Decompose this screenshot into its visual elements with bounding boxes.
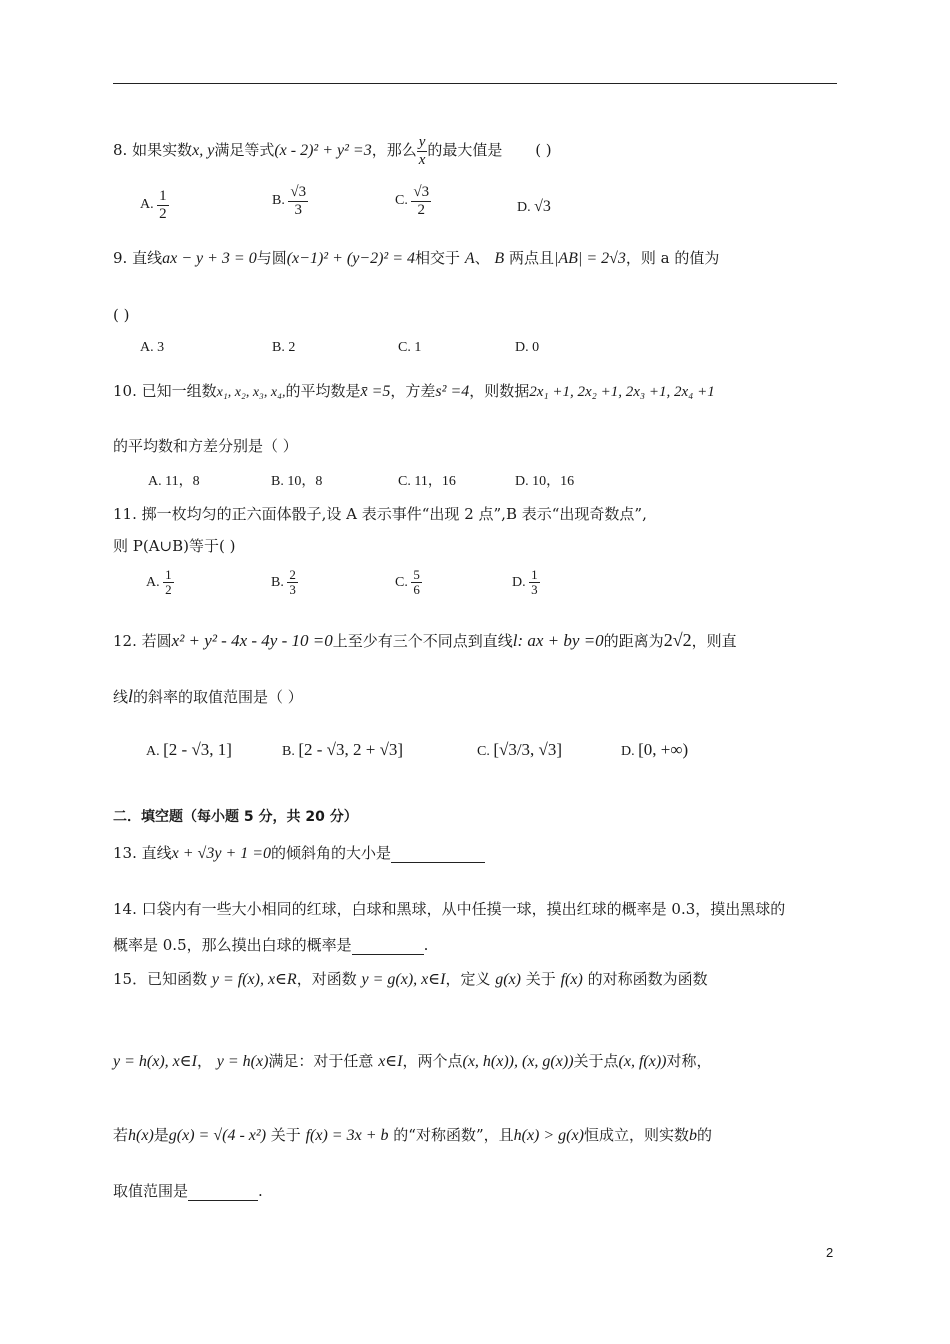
q9-line-eq: ax − y + 3 = 0	[162, 250, 257, 267]
q12-stem-d: ，则直	[691, 632, 737, 650]
q15-h-def: y = h(x), x∈I	[113, 1053, 197, 1070]
q8-option-c-fraction	[411, 184, 431, 218]
q8-equation: (x - 2)² + y² =3	[274, 142, 372, 159]
q8-option-b	[272, 184, 308, 218]
frac-num: 1	[159, 188, 167, 204]
q10-number: 10.	[113, 382, 137, 400]
q12-option-c-value: [√3/3, √3]	[493, 740, 563, 759]
q9-point-b: B	[494, 250, 505, 267]
q9-option-b: B. 2	[272, 340, 296, 355]
frac-num: 5	[413, 567, 420, 582]
q15-l3-c: 关于	[270, 1126, 301, 1144]
frac-num: 1	[531, 567, 538, 582]
q8-option-d	[517, 198, 551, 216]
frac-num: √3	[413, 184, 430, 200]
q12-circle-eq: x² + y² - 4x - 4y - 10 =0	[171, 631, 333, 650]
q15-points: (x, h(x)), (x, g(x))	[462, 1053, 574, 1070]
q10-line2: 的平均数和方差分别是（ ）	[113, 437, 298, 455]
frac-den: 2	[159, 205, 167, 222]
q9-paren: ( )	[113, 306, 130, 324]
q11-option-c	[395, 568, 422, 598]
question-9	[113, 247, 719, 268]
q15-l4-a: 取值范围是	[113, 1182, 189, 1200]
q15-l3-d: 的“对称函数”，且	[393, 1126, 514, 1144]
frac-den: 3	[531, 582, 538, 598]
q11-line1: 11. 掷一枚均匀的正六面体骰子,设 A 表示事件“出现 2 点”,B 表示“出现奇数点”,	[113, 505, 647, 523]
q11-option-c-fraction	[411, 568, 422, 598]
q8-frac-num: y	[418, 134, 426, 150]
q8-option-d-value: √3	[534, 198, 551, 215]
q14-line2	[113, 934, 428, 955]
frac-den: 3	[289, 582, 296, 598]
q9-circle-eq: (x−1)² + (y−2)² = 4	[286, 250, 416, 267]
q9-option-c: C. 1	[398, 340, 422, 355]
frac-num: 1	[165, 567, 172, 582]
q9-stem-e: ，则 a 的值为	[625, 249, 720, 267]
frac-den: 2	[417, 201, 425, 218]
q9-number: 9.	[113, 249, 128, 267]
q13-answer-blank	[391, 844, 485, 863]
q9-chord: |AB| = 2√3	[553, 250, 626, 267]
q12-line2-l: l	[128, 686, 134, 706]
q15-l4-b: .	[258, 1182, 263, 1200]
q12-option-d-label: D.	[621, 744, 635, 759]
q15-l2-a: ，	[196, 1052, 212, 1070]
question-12	[113, 630, 737, 651]
q11-option-a-fraction	[163, 568, 174, 598]
q15-l1-d: 关于	[525, 970, 556, 988]
q15-f-expr: f(x) = 3x + b	[305, 1127, 389, 1144]
q15-hx: h(x)	[128, 1127, 154, 1144]
frac-num: 2	[289, 567, 296, 582]
q10-variance: s² =4	[435, 383, 470, 400]
frac-den: 3	[294, 201, 302, 218]
q8-option-a-fraction	[157, 188, 169, 222]
q14-line2-a: 概率是 0.5，那么摸出白球的概率是	[113, 936, 352, 954]
frac-den: 6	[413, 582, 420, 598]
q12-line-eq: : ax + by =0	[517, 631, 604, 650]
q12-number: 12.	[113, 632, 137, 650]
q8-option-c-label: C.	[395, 193, 408, 209]
section-2-heading: 二．填空题（每小题 5 分，共 20 分）	[113, 809, 358, 825]
q8-stem-b: 满足等式	[214, 141, 275, 159]
q14-answer-blank	[352, 936, 424, 955]
q9-sep: 、	[474, 249, 490, 267]
question-10	[113, 380, 715, 401]
q11-option-a-label: A.	[146, 575, 160, 591]
q11-option-d	[512, 568, 540, 598]
q10-option-a: A. 11，8	[148, 474, 200, 489]
q9-stem-c: 相交于	[415, 249, 461, 267]
q15-line4	[113, 1180, 263, 1201]
q15-answer-blank	[188, 1182, 258, 1201]
q10-data-vars: x₁, x₂, x₃, x₄,	[216, 385, 286, 400]
q9-option-a: A. 3	[140, 340, 165, 355]
q12-stem-a: 若圆	[141, 632, 172, 650]
q13-stem-a: 直线	[141, 844, 172, 862]
q12-line2	[113, 686, 303, 707]
q8-option-b-label: B.	[272, 193, 285, 209]
q11-option-b	[271, 568, 298, 598]
q12-line2-a: 线	[113, 688, 129, 706]
q10-option-d: D. 10，16	[515, 474, 575, 489]
q15-l3-a: 若	[113, 1126, 129, 1144]
q8-number: 8.	[113, 141, 128, 159]
q15-line2	[113, 1050, 712, 1071]
q13-stem-b: 的倾斜角的大小是	[271, 844, 392, 862]
q10-stem-c: ，方差	[390, 382, 436, 400]
q12-option-a	[146, 740, 232, 760]
q15-l1-b: ，对函数	[296, 970, 357, 988]
q9-stem-d: 两点且	[508, 249, 554, 267]
q15-h: y = h(x)	[216, 1053, 269, 1070]
q8-option-d-label: D.	[517, 200, 531, 215]
q11-option-a	[146, 568, 174, 598]
q12-option-c	[477, 740, 562, 760]
q9-option-d: D. 0	[515, 340, 540, 355]
q12-option-a-label: A.	[146, 744, 160, 759]
q8-stem-d: 的最大值是	[427, 141, 503, 159]
q10-stem-b: 的平均数是	[285, 382, 361, 400]
q8-stem-a: 如果实数	[132, 141, 193, 159]
q15-b: b	[688, 1127, 697, 1144]
q11-option-d-label: D.	[512, 575, 526, 591]
q14-line1: 14. 口袋内有一些大小相同的红球，白球和黑球，从中任摸一球，摸出红球的概率是 0.3，摸出黑球的	[113, 900, 786, 918]
q15-l2-c: ，两个点	[402, 1052, 463, 1070]
q15-f: f(x)	[560, 971, 583, 988]
q15-l1-a: 15．已知函数	[113, 970, 208, 988]
q12-option-a-value: [2 - √3, 1]	[163, 740, 232, 759]
q10-option-b: B. 10，8	[271, 474, 323, 489]
q8-vars: x, y	[192, 142, 215, 159]
q15-f-def: y = f(x), x∈R	[211, 971, 297, 988]
q15-line1	[113, 968, 708, 989]
q8-paren: ( )	[535, 141, 552, 159]
q8-frac-den: x	[418, 151, 426, 168]
q15-l3-b: 是	[153, 1126, 169, 1144]
q13-number: 13.	[113, 844, 137, 862]
q10-stem-d: ，则数据	[469, 382, 530, 400]
q9-point-a: A	[464, 250, 475, 267]
q15-l1-e: 的对称函数为函数	[587, 970, 708, 988]
q9-stem-a: 直线	[132, 249, 163, 267]
q15-l2-b: 满足：对于任意	[268, 1052, 374, 1070]
q15-g-def: y = g(x), x∈I	[361, 971, 446, 988]
question-13	[113, 842, 485, 863]
frac-num: √3	[290, 184, 307, 200]
q12-distance: 2√2	[663, 630, 692, 650]
frac-den: 2	[165, 582, 172, 598]
q11-option-b-fraction	[287, 568, 298, 598]
q12-option-b-value: [2 - √3, 2 + √3]	[298, 740, 404, 759]
q15-center: (x, f(x))	[618, 1053, 667, 1070]
q11-option-c-label: C.	[395, 575, 408, 591]
q12-option-d	[621, 740, 688, 760]
q15-x-in: x∈I	[378, 1053, 403, 1070]
q12-stem-c: 的距离为	[603, 632, 664, 650]
q10-stem-a: 已知一组数	[141, 382, 217, 400]
q10-mean: x̄ =5	[360, 383, 391, 400]
q15-l1-c: ，定义	[445, 970, 491, 988]
q11-option-b-label: B.	[271, 575, 284, 591]
q8-option-c	[395, 184, 431, 218]
q15-l3-e: 恒成立，则实数	[583, 1126, 689, 1144]
q15-l3-f: 的	[696, 1126, 712, 1144]
q8-option-b-fraction	[288, 184, 308, 218]
question-8	[113, 134, 552, 168]
header-rule	[113, 83, 837, 84]
q12-option-b	[282, 740, 403, 760]
q12-option-b-label: B.	[282, 744, 295, 759]
q10-option-c: C. 11，16	[398, 474, 456, 489]
q8-option-a	[140, 188, 169, 222]
q11-line2: 则 P(A∪B)等于( )	[113, 537, 236, 555]
q15-ineq: h(x) > g(x)	[513, 1127, 584, 1144]
q14-line2-b: .	[423, 936, 429, 954]
q15-g-expr: g(x) = √(4 - x²)	[168, 1127, 267, 1144]
q15-l2-e: 对称，	[666, 1052, 712, 1070]
q15-g: g(x)	[495, 971, 521, 988]
q12-line2-b: 的斜率的取值范围是（ ）	[133, 688, 303, 706]
q8-option-a-label: A.	[140, 197, 154, 213]
q9-stem-b: 与圆	[256, 249, 287, 267]
q15-line3	[113, 1124, 712, 1145]
q12-stem-b: 上至少有三个不同点到直线	[332, 632, 513, 650]
q12-line-name: l	[512, 631, 518, 650]
q15-l2-d: 关于点	[573, 1052, 619, 1070]
q12-option-c-label: C.	[477, 744, 490, 759]
q12-option-d-value: [0, +∞)	[638, 740, 689, 759]
q8-stem-c: ，那么	[371, 141, 417, 159]
page-number: 2	[826, 1245, 834, 1260]
q13-line-eq: x + √3y + 1 =0	[171, 845, 272, 862]
q8-fraction	[417, 134, 428, 168]
q10-new-data: 2x₁ +1, 2x₂ +1, 2x₃ +1, 2x₄ +1	[529, 384, 715, 400]
q11-option-d-fraction	[529, 568, 540, 598]
